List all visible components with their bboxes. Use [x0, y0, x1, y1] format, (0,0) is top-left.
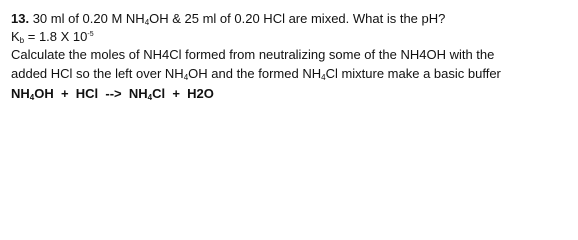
question-text-part1: 30 ml of 0.20 M NH [29, 11, 145, 26]
question-text-part2: OH & 25 ml of 0.20 HCl are mixed. What is the pH? [149, 11, 446, 26]
product-2: H2O [187, 86, 214, 101]
kb-line [11, 28, 571, 45]
kb-value: = 1.8 X 10 [24, 29, 88, 44]
instruction-text-1: Calculate the moles of NH4Cl formed from neutralizing some of the NH4OH with the [11, 47, 495, 62]
reactant-1-tail: OH [34, 86, 54, 101]
plus-sign: + [165, 86, 188, 101]
question-number: 13. [11, 11, 30, 26]
product-1-tail: Cl [152, 86, 166, 101]
plus-sign: + [53, 86, 76, 101]
ammonium-subscript: 4 [321, 73, 326, 82]
ammonium-subscript: 4 [144, 18, 150, 27]
product-1 [129, 86, 165, 101]
instruction-text-2c: Cl mixture make a basic buffer [325, 66, 501, 81]
instruction-text-2b: OH and the formed NH [188, 66, 322, 81]
kb-exponent: -5 [87, 31, 94, 38]
reactant-2: HCl [75, 86, 99, 101]
instruction-line-1 [11, 45, 571, 64]
reactant-1 [11, 86, 54, 101]
instruction-line-2 [11, 64, 571, 83]
reactant-1-base: NH [11, 86, 30, 101]
kb-subscript: b [19, 36, 25, 45]
kb-symbol: K [11, 29, 20, 44]
product-1-subscript: 4 [147, 93, 153, 102]
instruction-text-2a: added HCl so the left over NH [11, 66, 184, 81]
reaction-arrow: --> [98, 86, 129, 101]
reactant-1-subscript: 4 [29, 93, 35, 102]
question-block [11, 9, 571, 103]
reaction-equation [11, 84, 571, 103]
ammonium-subscript: 4 [183, 73, 189, 82]
product-1-base: NH [128, 86, 148, 101]
question-line [11, 9, 571, 28]
